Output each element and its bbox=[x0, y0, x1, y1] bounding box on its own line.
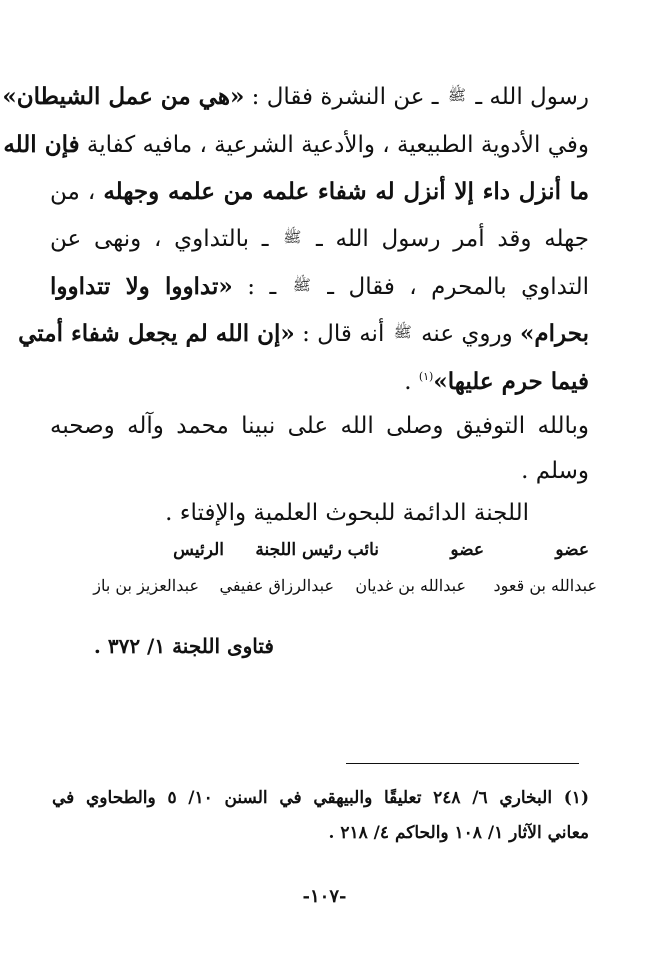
body-line-1 bbox=[2, 83, 589, 110]
body-line-7 bbox=[50, 370, 589, 394]
text-run: ـ بالتداوي ، ونهى عن bbox=[50, 226, 269, 252]
page-number: -١٠٧- bbox=[302, 886, 347, 907]
text-run: أنه قال : bbox=[302, 321, 385, 347]
hadith-quote: بحرام» bbox=[520, 320, 589, 347]
body-line-6 bbox=[18, 320, 589, 347]
title-vice-president: نائب رئيس اللجنة bbox=[255, 540, 379, 560]
hadith-quote: «تداووا ولا تتداووا bbox=[50, 273, 233, 300]
title-member-2: عضو bbox=[450, 540, 484, 560]
name-member-1: عبدالله بن قعود bbox=[493, 576, 597, 595]
footnote-line-2: معاني الآثار ١/ ١٠٨ والحاكم ٤/ ٢١٨ . bbox=[328, 823, 589, 843]
text-run: . bbox=[404, 369, 412, 395]
title-president: الرئيس bbox=[173, 540, 224, 560]
text-run: جهله وقد أمر رسول الله ـ bbox=[316, 226, 589, 252]
body-line-5 bbox=[50, 275, 589, 299]
footnote-divider bbox=[346, 763, 579, 764]
footnote-reference: (١) bbox=[418, 370, 434, 383]
text-run: وروي عنه bbox=[421, 321, 513, 347]
text-run: ـ عن النشرة فقال : bbox=[251, 84, 439, 110]
salawat-glyph: ﷺ bbox=[447, 86, 466, 104]
body-line-4 bbox=[50, 228, 589, 251]
text-run: التداوي بالمحرم ، فقال ـ bbox=[327, 274, 590, 300]
name-member-2: عبدالله بن غديان bbox=[355, 576, 466, 595]
source-citation: فتاوى اللجنة ١/ ٣٧٢ . bbox=[93, 634, 274, 658]
hadith-quote: فإن الله bbox=[3, 131, 80, 158]
salawat-glyph: ﷺ bbox=[292, 276, 311, 294]
text-run: رسول الله ـ bbox=[475, 84, 589, 110]
name-president: عبدالعزيز بن باز bbox=[93, 576, 199, 595]
text-run: وفي الأدوية الطبيعية ، والأدعية الشرعية ، مافيه كفاية bbox=[86, 132, 589, 158]
body-line-3 bbox=[50, 180, 589, 204]
text-run: ـ : bbox=[247, 274, 277, 300]
hadith-quote: «هي من عمل الشيطان» bbox=[2, 83, 245, 110]
name-vice-president: عبدالرزاق عفيفي bbox=[219, 576, 334, 595]
committee-name: اللجنة الدائمة للبحوث العلمية والإفتاء . bbox=[165, 500, 529, 526]
signatory-titles bbox=[50, 540, 589, 562]
body-line-2 bbox=[3, 131, 589, 158]
salawat-glyph: ﷺ bbox=[393, 323, 412, 341]
hadith-quote: ما أنزل داء إلا أنزل له شفاء علمه من علمه وجهله bbox=[103, 178, 590, 205]
body-line-9: وسلم . bbox=[521, 458, 589, 484]
hadith-quote: فيما حرم عليها» bbox=[433, 368, 589, 395]
text-run: ، من bbox=[50, 179, 96, 205]
hadith-quote: «إن الله لم يجعل شفاء أمتي bbox=[18, 320, 295, 347]
title-member-1: عضو bbox=[555, 540, 589, 560]
signatory-names bbox=[50, 576, 597, 598]
salawat-glyph: ﷺ bbox=[283, 228, 302, 246]
footnote-line-1: (١) البخاري ٦/ ٢٤٨ تعليقًا والبيهقي في السنن ١٠/ ٥ والطحاوي في bbox=[52, 788, 589, 808]
body-line-8: وبالله التوفيق وصلى الله على نبينا محمد وآله وصحبه bbox=[50, 413, 589, 439]
